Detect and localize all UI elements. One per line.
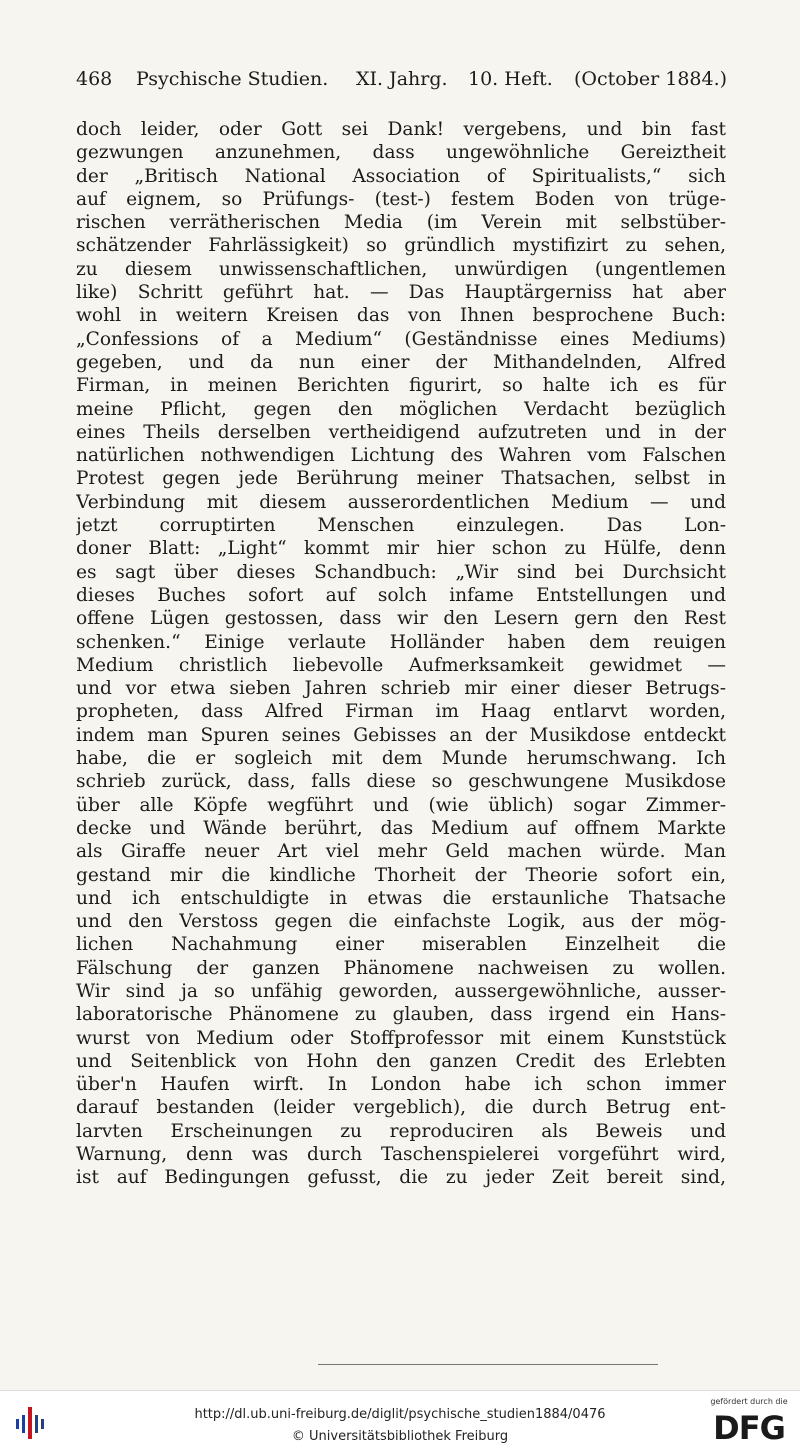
text-line: über'n Haufen wirft. In London habe ich schon immer [76,1074,726,1096]
text-line: wohl in weitern Kreisen das von Ihnen besprochene Buch: [76,305,726,327]
text-line: gestand mir die kindliche Thorheit der Theorie sofort ein, [76,864,726,886]
text-line: und Seitenblick von Hohn den ganzen Credit des Erlebten [76,1050,726,1072]
running-header [76,68,726,96]
text-line: decke und Wände berührt, das Medium auf offnem Markte [76,817,726,839]
text-line: schätzender Fahrlässigkeit) so gründlich mystifizirt zu sehen, [76,235,726,257]
text-line: eines Theils derselben vertheidigend aufzutreten und in der [76,421,726,443]
text-line: rischen verrätherischen Media (im Verein mit selbstüber- [76,212,726,234]
text-line: darauf bestanden (leider vergeblich), die durch Betrug ent- [76,1097,726,1119]
text-line: wurst von Medium oder Stoffprofessor mit einem Kunststück [76,1027,726,1049]
source-url[interactable]: http://dl.ub.uni-freiburg.de/diglit/psychische_studien1884/0476 [194,1407,606,1422]
text-line: Fälschung der ganzen Phänomene nachweisen zu wollen. [76,957,726,979]
text-line: lichen Nachahmung einer miserablen Einzelheit die [76,934,726,956]
text-line: gegeben, und da nun einer der Mithandelnden, Alfred [76,351,726,373]
text-line: doch leider, oder Gott sei Dank! vergebens, und bin fast [76,119,726,140]
volume: XI. Jahrg. [356,68,448,90]
text-line: laboratorische Phänomene zu glauben, dass irgend ein Hans- [76,1004,726,1026]
text-line: schenken.“ Einige verlaute Holländer haben dem reuigen [76,631,726,653]
text-line: doner Blatt: „Light“ kommt mir hier schon zu Hülfe, denn [76,538,726,560]
text-line: like) Schritt geführt hat. — Das Hauptärgerniss hat aber [76,282,726,304]
dfg-funding-caption: gefördert durch die [710,1397,788,1406]
dfg-logo [700,1397,792,1447]
text-line: und vor etwa sieben Jahren schrieb mir einer dieser Betrugs- [76,678,726,700]
dfg-logo-text: DFG [713,1409,785,1447]
text-line: als Giraffe neuer Art viel mehr Geld machen würde. Man [76,841,726,863]
issue: 10. Heft. [468,68,553,90]
issue-date: (October 1884.) [574,68,728,90]
text-line: „Confessions of a Medium“ (Geständnisse eines Mediums) [76,328,726,350]
text-line: schrieb zurück, dass, falls diese so geschwungene Musikdose [76,771,726,793]
text-line: über alle Köpfe wegführt und (wie üblich) sogar Zimmer- [76,794,726,816]
journal-title: Psychische Studien. [136,68,329,90]
copyright-notice: © Universitätsbibliothek Freiburg [291,1429,509,1444]
text-line: und den Verstoss gegen die einfachste Logik, aus der mög- [76,911,726,933]
text-line: und ich entschuldigte in etwas die erstaunliche Thatsache [76,887,726,909]
text-line: larvten Erscheinungen zu reproduciren als Beweis und [76,1120,726,1142]
text-line: Protest gegen jede Berührung meiner Thatsachen, selbst in [76,468,726,490]
text-line: ist auf Bedingungen gefusst, die zu jeder Zeit bereit sind, [76,1167,726,1189]
text-line: es sagt über dieses Schandbuch: „Wir sind bei Durchsicht [76,561,726,583]
text-line: dieses Buches sofort auf solch infame Entstellungen und [76,584,726,606]
library-logo-icon [14,1403,48,1443]
text-line: Verbindung mit diesem ausserordentlichen Medium — und [76,491,726,513]
text-line: indem man Spuren seines Gebisses an der Musikdose entdeckt [76,724,726,746]
text-line: jetzt corruptirten Menschen einzulegen. Das Lon- [76,515,726,537]
text-line: propheten, dass Alfred Firman im Haag entlarvt worden, [76,701,726,723]
text-line: Medium christlich liebevolle Aufmerksamkeit gewidmet — [76,654,726,676]
text-line: Wir sind ja so unfähig geworden, aussergewöhnliche, ausser- [76,980,726,1002]
page-number: 468 [76,68,113,90]
text-line: zu diesem unwissenschaftlichen, unwürdigen (ungentlemen [76,258,726,280]
body-text [76,118,726,1190]
text-line: gezwungen anzunehmen, dass ungewöhnliche Gereiztheit [76,142,726,164]
text-line: natürlichen nothwendigen Lichtung des Wahren vom Falschen [76,445,726,467]
text-line: habe, die er sogleich mit dem Munde herumschwang. Ich [76,748,726,770]
bottom-rule [318,1364,658,1367]
text-line: Firman, in meinen Berichten figurirt, so halte ich es für [76,375,726,397]
viewer-footer [0,1390,800,1452]
text-line: der „Britisch National Association of Spiritualists,“ sich [76,165,726,187]
text-line: Warnung, denn was durch Taschenspielerei vorgeführt wird, [76,1144,726,1166]
text-line: auf eignem, so Prüfungs- (test-) festem Boden von trüge- [76,188,726,210]
text-line: meine Pflicht, gegen den möglichen Verdacht bezüglich [76,398,726,420]
text-line: offene Lügen gestossen, dass wir den Lesern gern den Rest [76,608,726,630]
